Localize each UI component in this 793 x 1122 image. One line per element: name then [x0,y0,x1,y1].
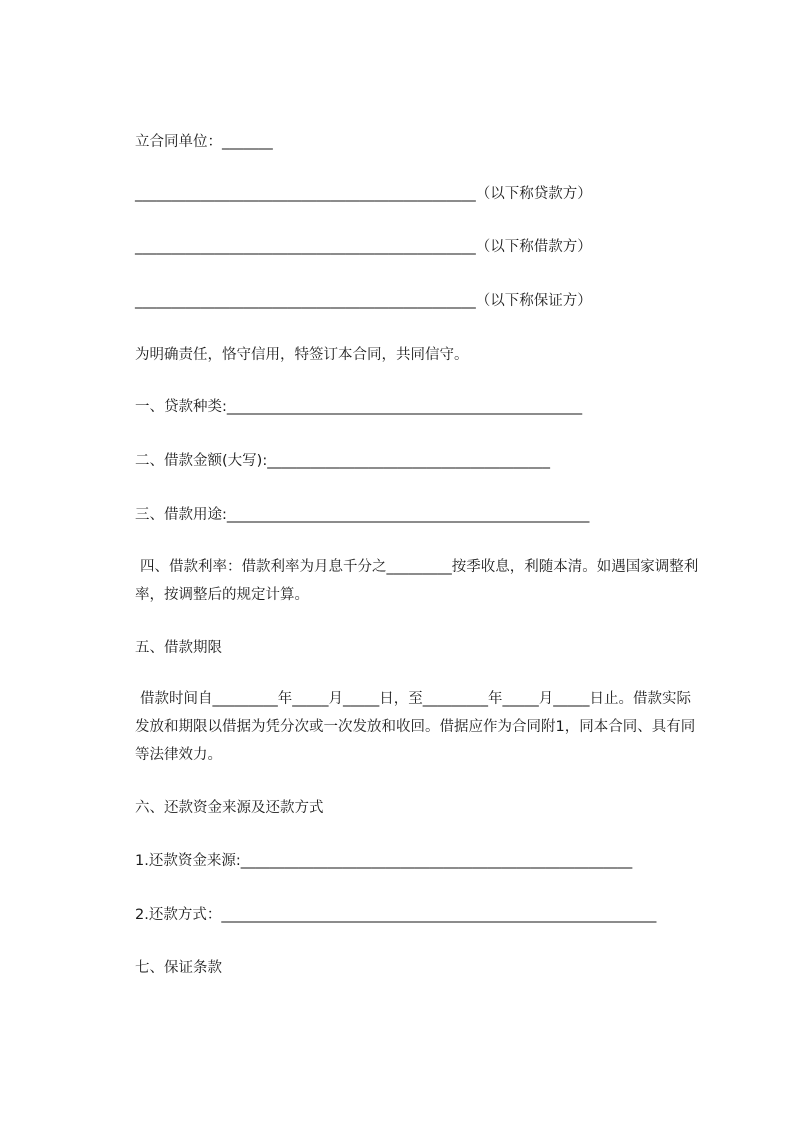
clause-loan-term-body: 借款时间自_________年_____月_____日，至_________年_____月_____日止。借款实际发放和期限以借据为凭分次或一次发放和收回。借据应作为合同附1，同本合同、具有同等法律效力。 [135,691,696,763]
guarantor-line: _______________________________________________（以下称保证方） [135,293,592,309]
clause-loan-amount: 二、借款金额(大写):_______________________________________ [135,453,550,469]
repayment-source-line: 1.还款资金来源:______________________________________________________ [135,853,633,869]
preamble: 为明确责任，恪守信用，特签订本合同，共同信守。 [135,347,469,363]
clause-loan-type: 一、贷款种类:_________________________________________________ [135,399,583,415]
clause-repayment-heading: 六、还款资金来源及还款方式 [135,800,324,816]
clause-loan-term-heading: 五、借款期限 [135,640,222,656]
clause-guarantee-heading: 七、保证条款 [135,960,222,976]
lender-line: _______________________________________________（以下称贷款方） [135,186,592,202]
clause-interest-rate: 四、借款利率：借款利率为月息千分之_________按季收息，利随本清。如遇国家调整利率，按调整后的规定计算。 [135,559,699,603]
contract-unit-line: 立合同单位：_______ [135,134,273,150]
clause-loan-purpose: 三、借款用途:__________________________________________________ [135,507,590,523]
repayment-method-line: 2.还款方式：____________________________________________________________ [135,907,657,923]
borrower-line: _______________________________________________（以下称借款方） [135,239,592,255]
